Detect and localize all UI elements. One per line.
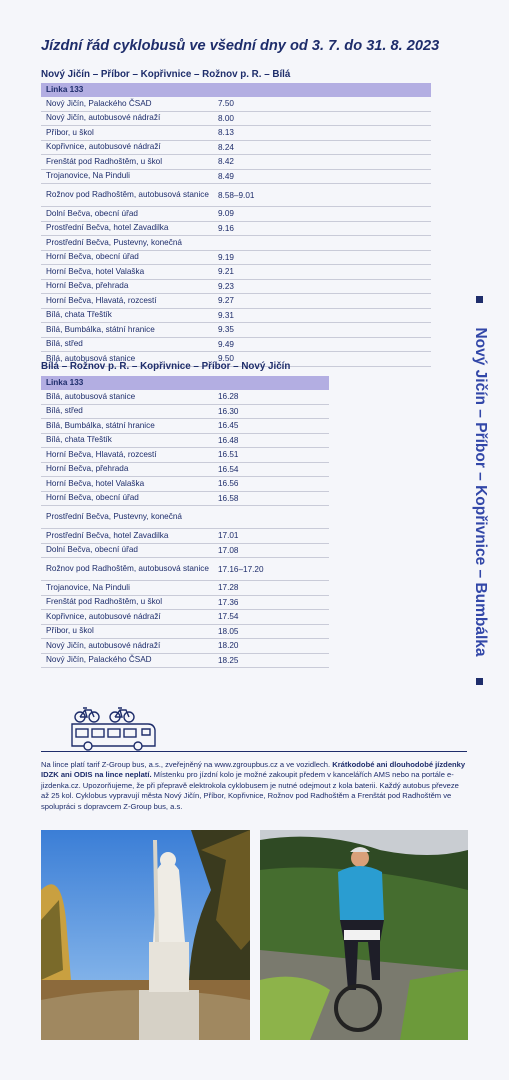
stop-name: Bílá, chata Třeštík bbox=[46, 435, 112, 445]
stop-name: Kopřivnice, autobusové nádraží bbox=[46, 142, 161, 152]
route1-timetable bbox=[41, 83, 431, 367]
departure-time: 16.58 bbox=[218, 493, 239, 503]
stop-name: Prostřední Bečva, hotel Zavadilka bbox=[46, 223, 169, 233]
departure-time: 16.30 bbox=[218, 406, 239, 416]
stop-name: Bílá, chata Třeštík bbox=[46, 310, 112, 320]
timetable-row bbox=[41, 207, 431, 222]
route2-timetable bbox=[41, 376, 329, 668]
timetable-row bbox=[41, 236, 431, 251]
stop-name: Horní Bečva, Hlavatá, rozcestí bbox=[46, 449, 157, 459]
timetable-row bbox=[41, 184, 431, 207]
stop-name: Bílá, autobusová stanice bbox=[46, 391, 136, 401]
departure-time: 9.35 bbox=[218, 325, 234, 335]
timetable-row bbox=[41, 529, 329, 544]
timetable-row bbox=[41, 126, 431, 141]
timetable-row bbox=[41, 492, 329, 507]
timetable-row bbox=[41, 506, 329, 529]
departure-time: 16.51 bbox=[218, 450, 239, 460]
departure-time: 18.25 bbox=[218, 655, 239, 665]
departure-time: 9.16 bbox=[218, 223, 234, 233]
stop-name: Prostřední Bečva, Pustevny, konečná bbox=[46, 512, 182, 521]
timetable-row bbox=[41, 170, 431, 185]
timetable-row bbox=[41, 280, 431, 295]
departure-time: 16.54 bbox=[218, 464, 239, 474]
stop-name: Horní Bečva, obecní úřad bbox=[46, 493, 139, 503]
timetable-row bbox=[41, 448, 329, 463]
departure-time: 18.05 bbox=[218, 626, 239, 636]
departure-time: 16.48 bbox=[218, 435, 239, 445]
timetable-row bbox=[41, 97, 431, 112]
departure-time: 8.58–9.01 bbox=[218, 190, 255, 200]
departure-time: 9.23 bbox=[218, 281, 234, 291]
timetable-row bbox=[41, 544, 329, 559]
departure-time: 17.28 bbox=[218, 583, 239, 593]
departure-time: 17.36 bbox=[218, 597, 239, 607]
timetable-row bbox=[41, 596, 329, 611]
timetable-row bbox=[41, 338, 431, 353]
timetable-row bbox=[41, 639, 329, 654]
timetable-row bbox=[41, 558, 329, 581]
departure-time: 16.56 bbox=[218, 479, 239, 489]
bus-with-bikes-icon bbox=[70, 706, 160, 752]
timetable-row bbox=[41, 434, 329, 449]
note-bold-text: Krátkodobé ani dlouhodobé jízdenky IDZK ani ODIS na lince neplatí. bbox=[41, 760, 466, 780]
stop-name: Frenštát pod Radhoštěm, u škol bbox=[46, 597, 163, 607]
departure-time: 17.08 bbox=[218, 545, 239, 555]
stop-name: Kopřivnice, autobusové nádraží bbox=[46, 611, 161, 621]
departure-time: 9.21 bbox=[218, 267, 234, 277]
route2-line-label: Linka 133 bbox=[41, 376, 329, 390]
timetable-row bbox=[41, 581, 329, 596]
stop-name: Bílá, autobusová stanice bbox=[46, 353, 136, 363]
departure-time: 9.19 bbox=[218, 252, 234, 262]
stop-name: Frenštát pod Radhoštěm, u škol bbox=[46, 156, 163, 166]
stop-name: Nový Jičín, Palackého ČSAD bbox=[46, 98, 152, 108]
route1-heading: Nový Jičín – Příbor – Kopřivnice – Rožnov p. R. – Bílá bbox=[41, 69, 291, 80]
stop-name: Horní Bečva, přehrada bbox=[46, 464, 129, 474]
departure-time: 9.09 bbox=[218, 209, 234, 219]
timetable-row bbox=[41, 323, 431, 338]
timetable-row bbox=[41, 141, 431, 156]
departure-time: 16.28 bbox=[218, 392, 239, 402]
departure-time: 9.49 bbox=[218, 339, 234, 349]
info-note bbox=[41, 760, 466, 812]
stop-name: Bílá, Bumbálka, státní hranice bbox=[46, 420, 155, 430]
route1-line-label: Linka 133 bbox=[41, 83, 431, 97]
stop-name: Prostřední Bečva, hotel Zavadilka bbox=[46, 530, 169, 540]
timetable-row bbox=[41, 294, 431, 309]
note-text: Na lince platí tarif Z-Group bus, a.s., zveřejněný na www.zgroupbus.cz a ve vozidlech. bbox=[41, 760, 333, 769]
stop-name: Horní Bečva, hotel Valaška bbox=[46, 266, 145, 276]
stop-name: Dolní Bečva, obecní úřad bbox=[46, 545, 138, 555]
square-marker bbox=[476, 296, 483, 303]
stop-name: Horní Bečva, hotel Valaška bbox=[46, 478, 145, 488]
timetable-row bbox=[41, 155, 431, 170]
stop-name: Bílá, střed bbox=[46, 339, 83, 349]
departure-time: 7.50 bbox=[218, 99, 234, 109]
departure-time: 8.49 bbox=[218, 171, 234, 181]
stop-name: Horní Bečva, obecní úřad bbox=[46, 252, 139, 262]
departure-time: 18.20 bbox=[218, 641, 239, 651]
timetable-row bbox=[41, 610, 329, 625]
departure-time: 8.13 bbox=[218, 128, 234, 138]
stop-name: Příbor, u škol bbox=[46, 127, 94, 137]
statue-photo bbox=[41, 830, 250, 1040]
timetable-row bbox=[41, 419, 329, 434]
departure-time: 8.00 bbox=[218, 113, 234, 123]
timetable-row bbox=[41, 477, 329, 492]
side-label-text: Nový Jičín – Příbor – Kopřivnice – Bumbálka bbox=[472, 327, 489, 657]
departure-time: 16.45 bbox=[218, 421, 239, 431]
stop-name: Nový Jičín, autobusové nádraží bbox=[46, 113, 161, 123]
timetable-row bbox=[41, 112, 431, 127]
stop-name: Horní Bečva, přehrada bbox=[46, 281, 129, 291]
timetable-row bbox=[41, 654, 329, 669]
stop-name: Bílá, střed bbox=[46, 406, 83, 416]
timetable-row bbox=[41, 463, 329, 478]
timetable-row bbox=[41, 625, 329, 640]
timetable-row bbox=[41, 265, 431, 280]
stop-name: Nový Jičín, Palackého ČSAD bbox=[46, 655, 152, 665]
section-divider bbox=[41, 751, 467, 752]
stop-name: Trojanovice, Na Pinduli bbox=[46, 171, 130, 181]
timetable-row bbox=[41, 251, 431, 266]
departure-time: 9.31 bbox=[218, 310, 234, 320]
stop-name: Bílá, Bumbálka, státní hranice bbox=[46, 324, 155, 334]
timetable-row bbox=[41, 405, 329, 420]
page-title: Jízdní řád cyklobusů ve všední dny od 3. 7. do 31. 8. 2023 bbox=[41, 38, 440, 54]
departure-time: 17.01 bbox=[218, 531, 239, 541]
stop-name: Příbor, u škol bbox=[46, 626, 94, 636]
stop-name: Horní Bečva, Hlavatá, rozcestí bbox=[46, 295, 157, 305]
timetable-row bbox=[41, 222, 431, 237]
stop-name: Dolní Bečva, obecní úřad bbox=[46, 208, 138, 218]
stop-name: Prostřední Bečva, Pustevny, konečná bbox=[46, 237, 182, 247]
square-marker bbox=[476, 678, 483, 685]
route2-heading: Bílá – Rožnov p. R. – Kopřivnice – Příbor – Nový Jičín bbox=[41, 361, 291, 372]
departure-time: 9.27 bbox=[218, 296, 234, 306]
stop-name: Rožnov pod Radhoštěm, autobusová stanice bbox=[46, 190, 209, 199]
stop-name: Rožnov pod Radhoštěm, autobusová stanice bbox=[46, 564, 209, 573]
timetable-row bbox=[41, 390, 329, 405]
cyclist-photo bbox=[260, 830, 468, 1040]
side-route-label bbox=[460, 292, 500, 692]
departure-time: 8.42 bbox=[218, 157, 234, 167]
departure-time: 17.16–17.20 bbox=[218, 564, 264, 574]
stop-name: Nový Jičín, autobusové nádraží bbox=[46, 640, 161, 650]
timetable-row bbox=[41, 309, 431, 324]
departure-time: 17.54 bbox=[218, 612, 239, 622]
stop-name: Trojanovice, Na Pinduli bbox=[46, 582, 130, 592]
departure-time: 8.24 bbox=[218, 142, 234, 152]
departure-time: 9.50 bbox=[218, 354, 234, 364]
note-text-continued: Místenku pro jízdní kolo je možné zakoupit předem v kancelářích AMS nebo na portále e-jizdenka.cz. Upozorňujeme, že při přepravě elektrokola cyklobusem je nutné odejmout z kola baterii. Každý autobus převeze až 25 kol. Cyklobus vypravují města Nový Jičín, Příbor, Kopřivnice, Rožnov pod Radhoštěm a Frenštát pod Radhoštěm ve spolupráci s dopravcem Z-Group bus, a.s. bbox=[41, 770, 459, 811]
